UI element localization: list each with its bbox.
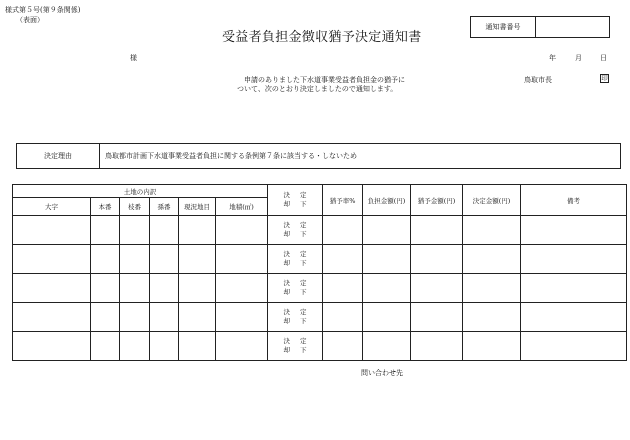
table-cell[interactable]: [411, 274, 463, 303]
column-header-branch-number: 枝番: [120, 198, 150, 216]
table-cell[interactable]: [411, 332, 463, 361]
table-cell[interactable]: [13, 332, 91, 361]
land-detail-table: [12, 184, 627, 361]
decision-cell-char: 決: [283, 279, 301, 287]
decision-reason-label: 決定理由: [17, 144, 100, 168]
notice-number-field[interactable]: [536, 17, 609, 37]
table-cell[interactable]: [13, 303, 91, 332]
table-cell[interactable]: [179, 216, 216, 245]
decision-header-char: 下: [300, 200, 317, 208]
table-cell[interactable]: [179, 303, 216, 332]
table-cell[interactable]: [150, 216, 179, 245]
table-cell[interactable]: [120, 274, 150, 303]
form-side-label: （表面）: [16, 16, 44, 24]
table-cell[interactable]: [91, 274, 120, 303]
decision-cell-char: 決: [283, 308, 301, 316]
decision-header-char: 却: [283, 200, 301, 208]
table-cell[interactable]: [363, 245, 411, 274]
decision-header: [268, 185, 323, 216]
table-cell[interactable]: [521, 245, 627, 274]
decision-cell-char: 却: [283, 317, 301, 325]
table-cell[interactable]: [179, 332, 216, 361]
decision-cell-char: 却: [283, 259, 301, 267]
decision-header-char: 定: [300, 191, 317, 199]
table-cell[interactable]: [216, 303, 268, 332]
decision-cell-char: 決: [283, 221, 301, 229]
table-cell[interactable]: [463, 274, 521, 303]
decision-cell-char: 下: [300, 230, 317, 238]
table-row: [13, 274, 627, 303]
table-cell[interactable]: [91, 303, 120, 332]
notice-number-label: 通知書番号: [471, 17, 536, 37]
decision-cell-char: 下: [300, 259, 317, 267]
inquiry-label: 問い合わせ先: [361, 369, 403, 377]
table-cell[interactable]: [323, 303, 363, 332]
decision-reason-text: 鳥取都市計画下水道事業受益者負担に関する条例第７条に該当する・しないため: [105, 152, 357, 160]
column-header-oaza: 大字: [13, 198, 91, 216]
date-year-label: 年: [549, 54, 556, 62]
table-cell[interactable]: [13, 245, 91, 274]
table-cell[interactable]: [323, 274, 363, 303]
decision-cell-char: 定: [300, 221, 317, 229]
charge-amount-header: 負担金額(円): [363, 185, 411, 216]
table-cell[interactable]: [150, 274, 179, 303]
table-cell[interactable]: [323, 216, 363, 245]
table-cell[interactable]: [521, 216, 627, 245]
column-header-sub-branch-number: 孫番: [150, 198, 179, 216]
decision-cell-char: 定: [300, 279, 317, 287]
table-cell[interactable]: [463, 216, 521, 245]
intro-line-2: ついて、次のとおり決定しましたので通知します。: [237, 85, 398, 93]
table-cell[interactable]: [411, 216, 463, 245]
decision-cell: [268, 274, 323, 303]
notice-number-box: [470, 16, 610, 38]
decision-cell: [268, 303, 323, 332]
table-cell[interactable]: [363, 303, 411, 332]
table-cell[interactable]: [150, 303, 179, 332]
table-row: [13, 216, 627, 245]
decision-cell: [268, 332, 323, 361]
table-cell[interactable]: [363, 274, 411, 303]
table-cell[interactable]: [179, 245, 216, 274]
remarks-header: 備考: [521, 185, 627, 216]
decision-cell-char: 却: [283, 288, 301, 296]
table-cell[interactable]: [323, 245, 363, 274]
table-cell[interactable]: [463, 245, 521, 274]
decided-amount-header: 決定金額(円): [463, 185, 521, 216]
table-cell[interactable]: [120, 245, 150, 274]
table-cell[interactable]: [363, 332, 411, 361]
column-header-main-number: 本番: [91, 198, 120, 216]
table-cell[interactable]: [521, 274, 627, 303]
table-cell[interactable]: [13, 274, 91, 303]
decision-cell-char: 下: [300, 288, 317, 296]
decision-cell: [268, 216, 323, 245]
document-title: 受益者負担金徴収猶予決定通知書: [222, 30, 422, 45]
form-number: 様式第５号(第９条関係): [5, 6, 81, 14]
land-breakdown-header: 土地の内訳: [13, 185, 268, 198]
decision-cell-char: 下: [300, 346, 317, 354]
table-cell[interactable]: [91, 216, 120, 245]
table-cell[interactable]: [120, 332, 150, 361]
decision-cell-char: 決: [283, 250, 301, 258]
addressee-honorific: 様: [130, 54, 137, 62]
table-cell[interactable]: [521, 332, 627, 361]
decision-cell-char: 定: [300, 337, 317, 345]
table-cell[interactable]: [91, 332, 120, 361]
decision-cell-char: 定: [300, 250, 317, 258]
issuer-name: 鳥取市長: [524, 76, 552, 84]
table-cell[interactable]: [463, 332, 521, 361]
table-cell[interactable]: [120, 303, 150, 332]
table-cell[interactable]: [216, 332, 268, 361]
table-cell[interactable]: [120, 216, 150, 245]
table-cell[interactable]: [521, 303, 627, 332]
decision-cell-char: 却: [283, 346, 301, 354]
table-cell[interactable]: [216, 216, 268, 245]
intro-line-1: 申請のありました下水道事業受益者負担金の猶予に: [244, 76, 405, 84]
date-month-label: 月: [575, 54, 582, 62]
decision-header-char: 決: [283, 191, 301, 199]
table-body: [13, 216, 627, 361]
table-cell[interactable]: [216, 274, 268, 303]
decision-cell-char: 定: [300, 308, 317, 316]
decision-cell-char: 決: [283, 337, 301, 345]
decision-reason-box: [16, 143, 621, 169]
table-cell[interactable]: [179, 274, 216, 303]
table-cell[interactable]: [216, 245, 268, 274]
table-cell[interactable]: [13, 216, 91, 245]
column-header-land-category: 現況地目: [179, 198, 216, 216]
decision-cell-char: 下: [300, 317, 317, 325]
table-row: [13, 245, 627, 274]
table-cell[interactable]: [150, 332, 179, 361]
date-day-label: 日: [600, 54, 607, 62]
table-row: [13, 303, 627, 332]
table-cell[interactable]: [150, 245, 179, 274]
deferral-amount-header: 猶予金額(円): [411, 185, 463, 216]
deferral-rate-header: 猶予率%: [323, 185, 363, 216]
table-cell[interactable]: [363, 216, 411, 245]
decision-cell-char: 却: [283, 230, 301, 238]
seal-stamp-mark: 印: [601, 74, 608, 83]
table-cell[interactable]: [411, 245, 463, 274]
table-cell[interactable]: [323, 332, 363, 361]
table-row: [13, 332, 627, 361]
table-cell[interactable]: [411, 303, 463, 332]
column-header-area: 地積(㎡): [216, 198, 268, 216]
table-cell[interactable]: [91, 245, 120, 274]
table-cell[interactable]: [463, 303, 521, 332]
decision-cell: [268, 245, 323, 274]
